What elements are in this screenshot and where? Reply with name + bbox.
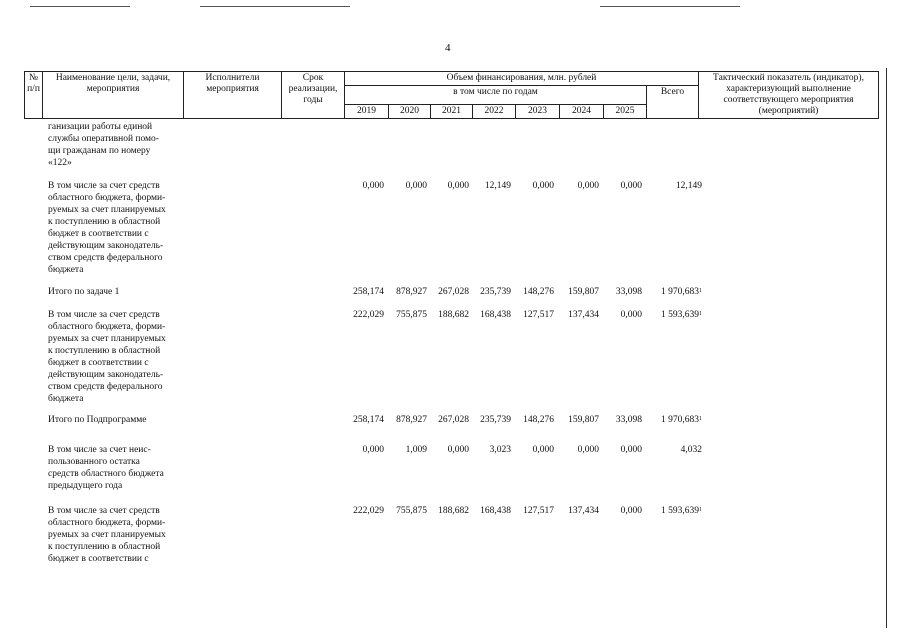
year-value-2025: 0,000 xyxy=(620,310,642,320)
year-value-2019: 222,029 xyxy=(353,506,384,516)
scan-artifact-line xyxy=(600,6,740,7)
row-description xyxy=(48,505,182,565)
footnote-mark: 1 xyxy=(699,311,702,317)
description-line: Итого по задаче 1 xyxy=(48,287,120,297)
year-value-2022: 235,739 xyxy=(480,415,511,425)
year-value-2024: 0,000 xyxy=(577,445,599,455)
year-value-2025: 0,000 xyxy=(620,506,642,516)
right-border-line xyxy=(886,68,887,628)
row-description xyxy=(48,180,182,276)
year-value-2024: 137,434 xyxy=(568,506,599,516)
year-value-2023: 148,276 xyxy=(523,287,554,297)
year-value-2019: 222,029 xyxy=(353,310,384,320)
year-value-2019: 0,000 xyxy=(362,445,384,455)
description-line: бюджета xyxy=(48,394,84,404)
description-line: руемых за счет планируемых xyxy=(48,530,166,540)
year-value-2024: 137,434 xyxy=(568,310,599,320)
total-value: 12,149 xyxy=(675,181,702,191)
year-value-2023: 127,517 xyxy=(523,310,554,320)
footnote-mark: 1 xyxy=(699,288,702,294)
scan-artifact-line xyxy=(30,6,130,7)
year-value-2021: 267,028 xyxy=(438,415,469,425)
description-line: к поступлению в областной xyxy=(48,346,161,356)
description-line: предыдущего года xyxy=(48,481,123,491)
row-description xyxy=(48,286,182,298)
year-value-2020: 755,875 xyxy=(396,310,427,320)
year-value-2020: 878,927 xyxy=(396,287,427,297)
row-description xyxy=(48,121,182,169)
total-value: 1 970,683$^1$ xyxy=(661,415,702,425)
year-value-2020: 0,000 xyxy=(405,181,427,191)
year-value-2025: 0,000 xyxy=(620,181,642,191)
year-value-2022: 3,023 xyxy=(489,445,511,455)
year-value-2020: 1,009 xyxy=(405,445,427,455)
year-value-2025: 33,098 xyxy=(615,415,642,425)
description-line: областного бюджета, форми- xyxy=(48,322,166,332)
footnote-mark: 1 xyxy=(699,416,702,422)
header-year: 2025 xyxy=(604,105,647,119)
header-num: № п/п xyxy=(25,72,43,119)
year-value-2023: 148,276 xyxy=(523,415,554,425)
year-value-2022: 12,149 xyxy=(484,181,511,191)
total-value: 4,032 xyxy=(680,445,702,455)
year-value-2021: 188,682 xyxy=(438,310,469,320)
header-year: 2021 xyxy=(431,105,473,119)
scan-artifact-line xyxy=(200,6,350,7)
description-line: В том числе за счет средств xyxy=(48,506,160,516)
header-year: 2022 xyxy=(473,105,516,119)
year-value-2025: 0,000 xyxy=(620,445,642,455)
footnote-mark: 1 xyxy=(699,507,702,513)
description-line: областного бюджета, форми- xyxy=(48,518,166,528)
table-header xyxy=(24,71,879,119)
description-line: действующим законодатель- xyxy=(48,241,164,251)
year-value-2021: 0,000 xyxy=(447,445,469,455)
row-description xyxy=(48,444,182,492)
header-year: 2019 xyxy=(345,105,389,119)
year-value-2021: 267,028 xyxy=(438,287,469,297)
year-value-2023: 127,517 xyxy=(523,506,554,516)
header-name: Наименование цели, задачи, мероприятия xyxy=(43,72,184,119)
year-value-2022: 235,739 xyxy=(480,287,511,297)
header-including-years: в том числе по годам xyxy=(345,86,647,105)
year-value-2019: 0,000 xyxy=(362,181,384,191)
year-value-2019: 258,174 xyxy=(353,415,384,425)
description-line: ством средств федерального xyxy=(48,382,163,392)
header-year: 2023 xyxy=(516,105,560,119)
year-value-2023: 0,000 xyxy=(532,181,554,191)
description-line: средств областного бюджета xyxy=(48,469,164,479)
description-line: ганизации работы единой xyxy=(48,122,153,132)
description-line: бюджета xyxy=(48,265,84,275)
header-total: Всего xyxy=(647,86,699,119)
year-value-2022: 168,438 xyxy=(480,506,511,516)
description-line: службы оперативной помо- xyxy=(48,134,159,144)
year-value-2020: 755,875 xyxy=(396,506,427,516)
description-line: В том числе за счет неис- xyxy=(48,445,151,455)
row-description xyxy=(48,414,182,426)
year-value-2020: 878,927 xyxy=(396,415,427,425)
year-value-2024: 0,000 xyxy=(577,181,599,191)
description-line: бюджет в соответствии с xyxy=(48,554,149,564)
description-line: «122» xyxy=(48,158,72,168)
year-value-2019: 258,174 xyxy=(353,287,384,297)
row-description xyxy=(48,309,182,405)
page-number: 4 xyxy=(445,42,451,54)
header-financing: Объем финансирования, млн. рублей xyxy=(345,72,699,86)
description-line: В том числе за счет средств xyxy=(48,310,160,320)
description-line: к поступлению в областной xyxy=(48,542,161,552)
description-line: руемых за счет планируемых xyxy=(48,205,166,215)
header-indicator: Тактический показатель (индикатор), характеризующий выполнение соответствующего мероприятия (мероприятий) xyxy=(699,72,879,119)
description-line: бюджет в соответствии с xyxy=(48,358,149,368)
header-year: 2020 xyxy=(389,105,431,119)
description-line: к поступлению в областной xyxy=(48,217,161,227)
description-line: Итого по Подпрограмме xyxy=(48,415,147,425)
description-line: руемых за счет планируемых xyxy=(48,334,166,344)
year-value-2021: 0,000 xyxy=(447,181,469,191)
total-value: 1 593,639$^1$ xyxy=(661,506,702,516)
description-line: бюджет в соответствии с xyxy=(48,229,149,239)
year-value-2021: 188,682 xyxy=(438,506,469,516)
description-line: щи гражданам по номеру xyxy=(48,146,151,156)
header-year: 2024 xyxy=(560,105,604,119)
description-line: областного бюджета, форми- xyxy=(48,193,166,203)
year-value-2022: 168,438 xyxy=(480,310,511,320)
description-line: пользованного остатка xyxy=(48,457,140,467)
header-executors: Исполнители мероприятия xyxy=(184,72,282,119)
total-value: 1 593,639$^1$ xyxy=(661,310,702,320)
year-value-2025: 33,098 xyxy=(615,287,642,297)
year-value-2024: 159,807 xyxy=(568,415,599,425)
header-term: Срок реализации, годы xyxy=(282,72,345,119)
description-line: ством средств федерального xyxy=(48,253,163,263)
total-value: 1 970,683$^1$ xyxy=(661,287,702,297)
description-line: В том числе за счет средств xyxy=(48,181,160,191)
year-value-2024: 159,807 xyxy=(568,287,599,297)
year-value-2023: 0,000 xyxy=(532,445,554,455)
description-line: действующим законодатель- xyxy=(48,370,164,380)
